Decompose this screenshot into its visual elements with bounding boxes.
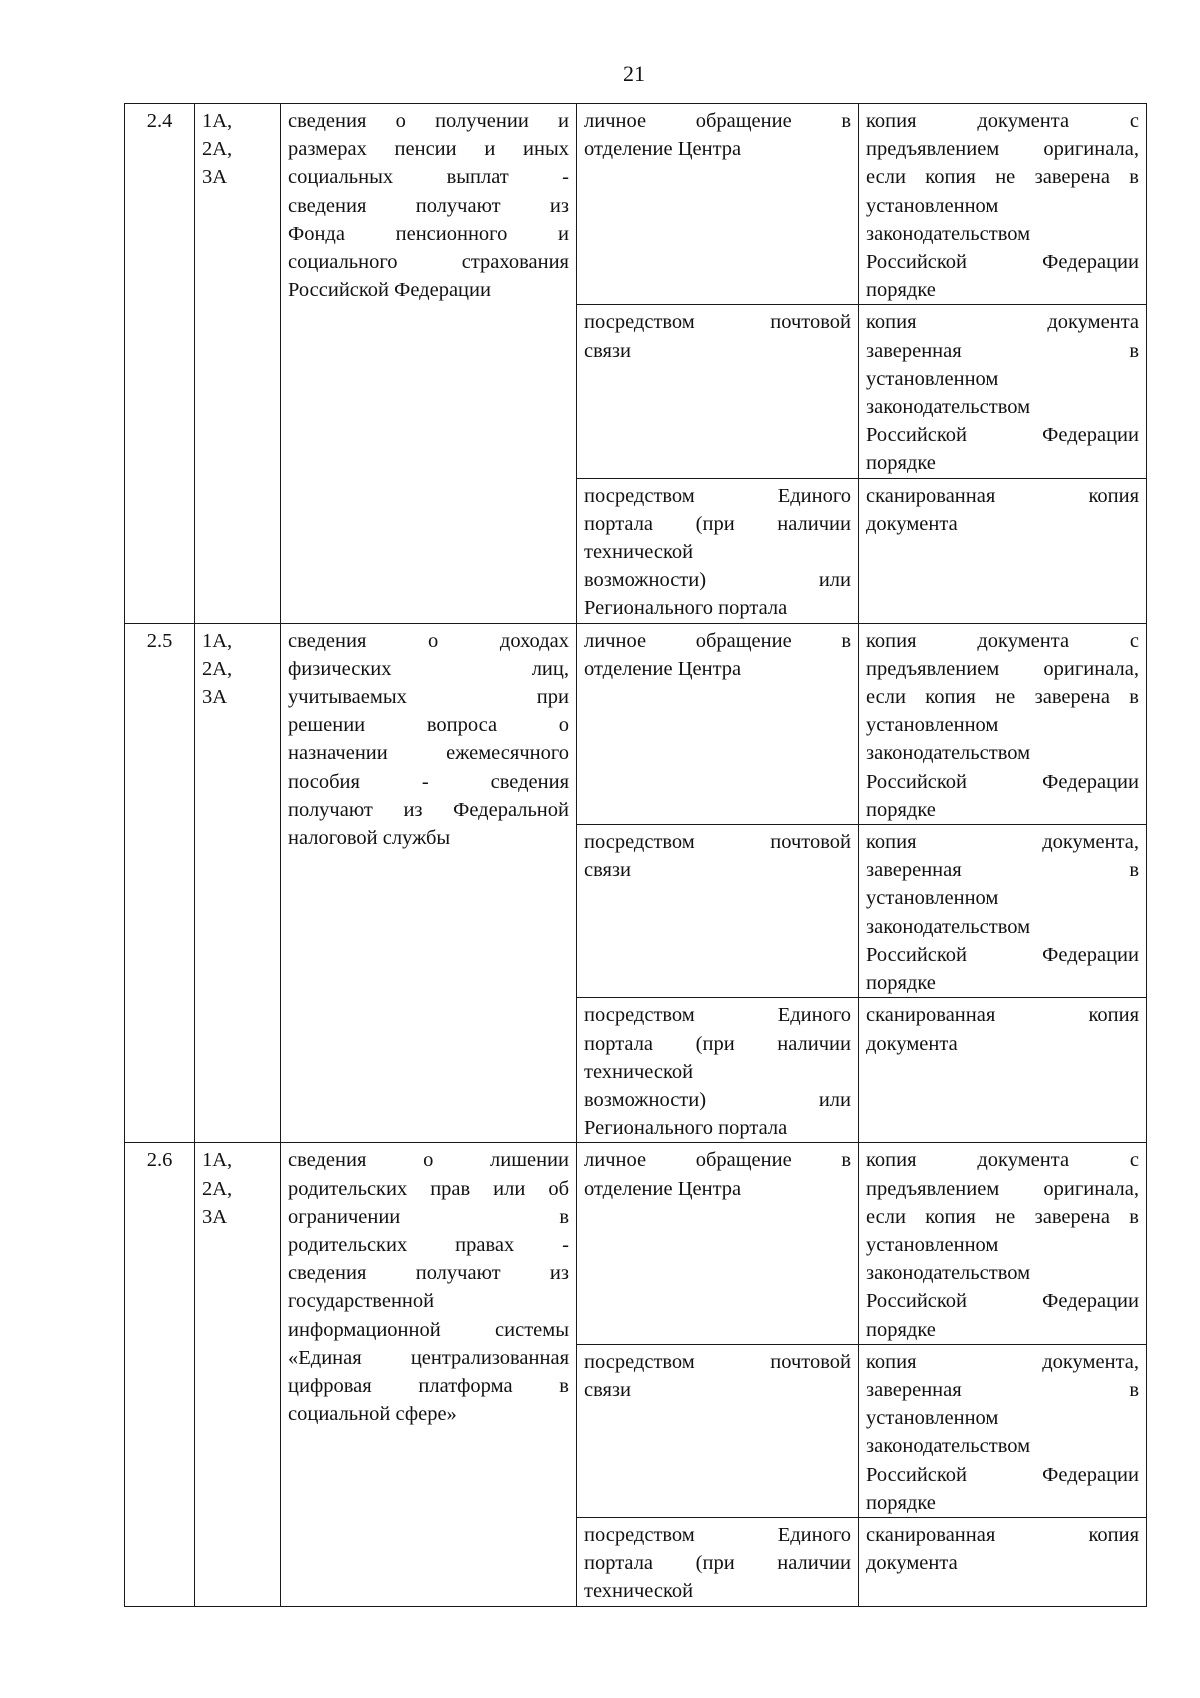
information-cell — [281, 104, 577, 624]
text-line: посредством почтовой — [584, 1350, 851, 1373]
text-line: Российской Федерации — [866, 943, 1139, 966]
text-line: законодательством — [866, 396, 1031, 419]
text-line: копия документа с — [866, 629, 1139, 652]
text-line: сканированная копия — [866, 1523, 1139, 1546]
text-line: копия документа, — [866, 1350, 1139, 1373]
text-line: копия документа с — [866, 110, 1139, 132]
text-line: социальных выплат - — [288, 166, 569, 189]
text-line: сведения о доходах — [288, 629, 569, 652]
text-line: документа — [866, 512, 958, 535]
document-form-cell — [859, 1517, 1147, 1606]
category-code: 3А — [202, 166, 228, 189]
text-line: сканированная копия — [866, 1004, 1139, 1027]
text-line: копия документа — [866, 311, 1139, 334]
category-code: 1А, — [202, 1149, 233, 1172]
text-line: возможности) или — [584, 569, 851, 592]
text-line: копия документа с — [866, 1149, 1139, 1172]
category-code: 2А, — [202, 657, 233, 680]
document-form-cell — [859, 998, 1147, 1143]
text-line: отделение Центра — [584, 657, 742, 680]
text-line: личное обращение в — [584, 629, 851, 652]
information-cell — [281, 623, 577, 1143]
text-line: Фонда пенсионного и — [288, 222, 569, 245]
table-row — [125, 623, 1147, 824]
text-line: технической — [584, 1060, 694, 1083]
document-form-cell — [859, 1344, 1147, 1517]
category-code: 1А, — [202, 629, 233, 652]
text-line: сведения получают из — [288, 194, 569, 217]
table-row — [125, 104, 1147, 305]
submission-method-cell — [577, 1344, 859, 1517]
text-line: сведения о лишении — [288, 1149, 569, 1172]
category-code: 3А — [202, 1205, 228, 1228]
row-number-cell: 2.4 — [125, 104, 195, 624]
text-line: налоговой службы — [288, 827, 451, 850]
text-line: документа — [866, 1552, 958, 1575]
text-line: посредством Единого — [584, 1004, 851, 1027]
text-line: учитываемых при — [288, 686, 569, 709]
text-line: технической — [584, 1580, 694, 1603]
text-line: если копия не заверена в — [866, 166, 1139, 189]
submission-method-cell — [577, 305, 859, 478]
text-line: предъявлением оригинала, — [866, 1177, 1139, 1200]
text-line: сведения получают из — [288, 1262, 569, 1285]
document-form-cell — [859, 623, 1147, 824]
text-line: Российской Федерации — [866, 424, 1139, 447]
text-line: посредством почтовой — [584, 311, 851, 334]
text-line: назначении ежемесячного — [288, 742, 569, 765]
text-line: социального страхования — [288, 251, 569, 274]
text-line: личное обращение в — [584, 110, 851, 132]
text-line: родительских правах - — [288, 1233, 569, 1256]
text-line: цифровая платформа в — [288, 1374, 569, 1397]
text-line: родительских прав или об — [288, 1177, 569, 1200]
text-line: посредством Единого — [584, 484, 851, 507]
text-line: установленном — [866, 194, 999, 217]
text-line: заверенная в — [866, 859, 1139, 882]
text-line: связи — [584, 1378, 632, 1401]
table-row — [125, 1143, 1147, 1344]
text-line: если копия не заверена в — [866, 1205, 1139, 1228]
text-line: Российской Федерации — [866, 1463, 1139, 1486]
text-line: установленном — [866, 1407, 999, 1430]
text-line: посредством почтовой — [584, 831, 851, 854]
text-line: портала (при наличии — [584, 512, 851, 535]
text-line: Российской Федерации — [866, 1290, 1139, 1313]
text-line: установленном — [866, 714, 999, 737]
text-line: заверенная в — [866, 339, 1139, 362]
category-code: 3А — [202, 686, 228, 709]
text-line: портала (при наличии — [584, 1552, 851, 1575]
text-line: сканированная копия — [866, 484, 1139, 507]
category-cell — [195, 623, 281, 1143]
text-line: если копия не заверена в — [866, 686, 1139, 709]
text-line: Российской Федерации — [866, 770, 1139, 793]
document-form-cell — [859, 305, 1147, 478]
category-cell — [195, 104, 281, 624]
text-line: законодательством — [866, 915, 1031, 938]
document-form-cell — [859, 104, 1147, 305]
submission-method-cell — [577, 104, 859, 305]
category-cell — [195, 1143, 281, 1606]
text-line: отделение Центра — [584, 138, 742, 161]
text-line: размерах пенсии и иных — [288, 138, 569, 161]
text-line: возможности) или — [584, 1088, 851, 1111]
text-line: решении вопроса о — [288, 714, 569, 737]
text-line: порядке — [866, 1491, 936, 1514]
text-line: Регионального портала — [584, 1117, 788, 1140]
text-line: отделение Центра — [584, 1177, 742, 1200]
text-line: Регионального портала — [584, 597, 788, 620]
text-line: посредством Единого — [584, 1523, 851, 1546]
text-line: законодательством — [866, 1435, 1031, 1458]
text-line: документа — [866, 1032, 958, 1055]
document-form-cell — [859, 478, 1147, 623]
document-form-cell — [859, 825, 1147, 998]
text-line: установленном — [866, 887, 999, 910]
text-line: законодательством — [866, 1262, 1031, 1285]
category-code: 1А, — [202, 110, 233, 132]
text-line: порядке — [866, 972, 936, 995]
text-line: технической — [584, 541, 694, 564]
text-line: установленном — [866, 367, 999, 390]
text-line: заверенная в — [866, 1378, 1139, 1401]
text-line: Российской Федерации — [288, 279, 491, 302]
text-line: Российской Федерации — [866, 251, 1139, 274]
table-body — [125, 104, 1147, 1607]
text-line: физических лиц, — [288, 657, 569, 680]
text-line: порядке — [866, 452, 936, 475]
document-form-cell — [859, 1143, 1147, 1344]
text-line: государственной — [288, 1290, 435, 1313]
submission-method-cell — [577, 1517, 859, 1606]
submission-method-cell — [577, 1143, 859, 1344]
text-line: предъявлением оригинала, — [866, 657, 1139, 680]
text-line: ограничении в — [288, 1205, 569, 1228]
text-line: связи — [584, 339, 632, 362]
text-line: пособия - сведения — [288, 770, 569, 793]
category-code: 2А, — [202, 1177, 233, 1200]
text-line: сведения о получении и — [288, 110, 569, 132]
submission-method-cell — [577, 998, 859, 1143]
category-code: 2А, — [202, 138, 233, 161]
text-line: получают из Федеральной — [288, 798, 569, 821]
text-line: порядке — [866, 279, 936, 302]
text-line: законодательством — [866, 222, 1031, 245]
text-line: законодательством — [866, 742, 1031, 765]
submission-method-cell — [577, 623, 859, 824]
submission-method-cell — [577, 825, 859, 998]
text-line: копия документа, — [866, 831, 1139, 854]
row-number-cell: 2.6 — [125, 1143, 195, 1606]
information-cell — [281, 1143, 577, 1606]
text-line: социальной сфере» — [288, 1403, 457, 1426]
text-line: портала (при наличии — [584, 1032, 851, 1055]
text-line: «Единая централизованная — [288, 1346, 569, 1369]
text-line: предъявлением оригинала, — [866, 138, 1139, 161]
text-line: связи — [584, 859, 632, 882]
text-line: установленном — [866, 1233, 999, 1256]
text-line: порядке — [866, 798, 936, 821]
page-number: 21 — [623, 61, 645, 86]
text-line: информационной системы — [288, 1318, 569, 1341]
text-line: личное обращение в — [584, 1149, 851, 1172]
submission-method-cell — [577, 478, 859, 623]
documents-table — [124, 103, 1147, 1607]
row-number-cell: 2.5 — [125, 623, 195, 1143]
text-line: порядке — [866, 1318, 936, 1341]
